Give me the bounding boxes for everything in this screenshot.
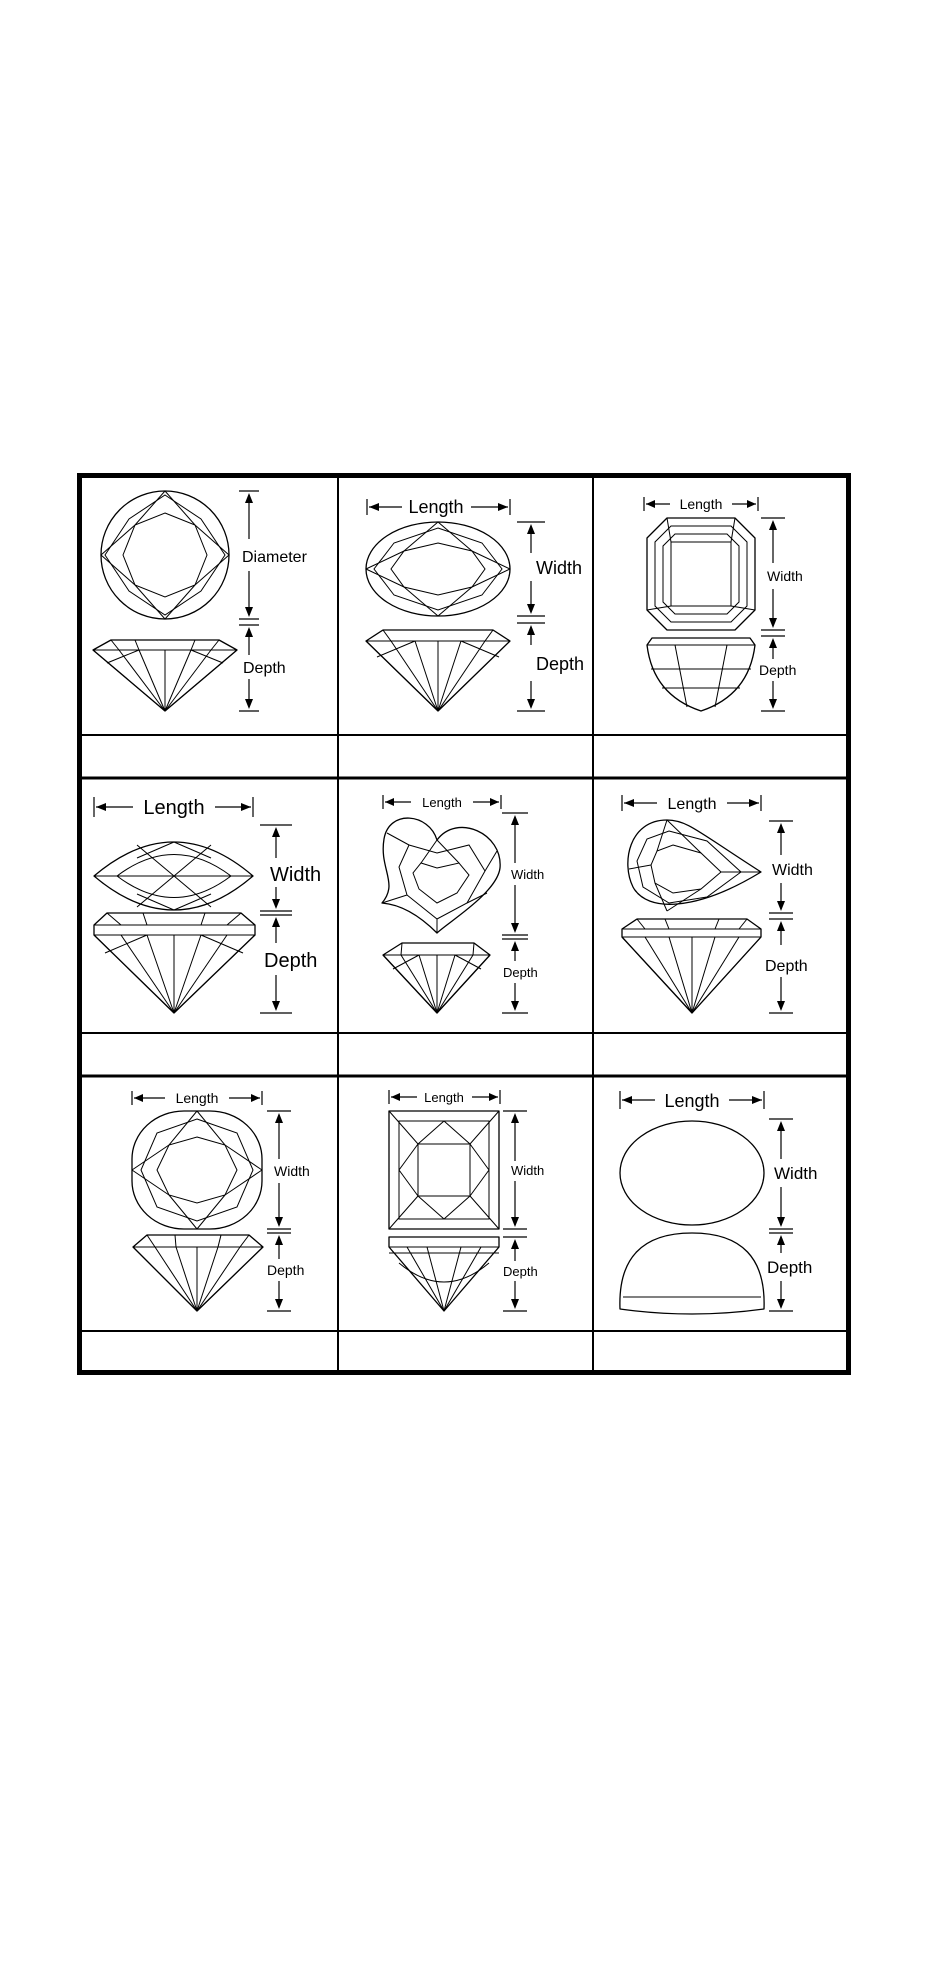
depth-dimension bbox=[765, 919, 808, 1013]
marquise-crown-view bbox=[94, 842, 253, 910]
cushion-cut-cell bbox=[132, 1090, 310, 1311]
length-dimension bbox=[620, 1091, 764, 1111]
length-dimension bbox=[622, 795, 761, 813]
oval-cut-cell bbox=[366, 497, 584, 711]
depth-dimension bbox=[267, 1233, 304, 1311]
width-label: Width bbox=[270, 864, 322, 886]
width-dimension bbox=[503, 1111, 544, 1229]
width-dimension bbox=[769, 1119, 817, 1229]
length-dimension bbox=[367, 497, 510, 517]
diameter-dimension bbox=[239, 491, 308, 619]
length-dimension bbox=[383, 795, 501, 810]
gem-measurement-diagram bbox=[77, 473, 851, 1375]
princess-cut-cell bbox=[389, 1090, 544, 1311]
heart-crown-view bbox=[382, 818, 500, 933]
princess-crown-view bbox=[389, 1111, 499, 1229]
depth-dimension bbox=[503, 1237, 538, 1311]
width-label: Width bbox=[511, 867, 545, 882]
length-dimension bbox=[132, 1090, 262, 1106]
depth-label: Depth bbox=[767, 1258, 813, 1277]
depth-label: Depth bbox=[536, 654, 585, 674]
width-label: Width bbox=[767, 568, 803, 584]
depth-label: Depth bbox=[267, 1262, 305, 1278]
marquise-pavilion-view bbox=[94, 913, 255, 1013]
length-label: Length bbox=[175, 1090, 219, 1106]
asscher-pavilion-view bbox=[647, 638, 755, 711]
pear-cut-cell bbox=[622, 795, 813, 1013]
depth-dimension bbox=[239, 625, 286, 711]
round-cut-cell bbox=[93, 491, 308, 711]
width-dimension bbox=[769, 821, 813, 913]
depth-label: Depth bbox=[503, 965, 538, 980]
oval-pavilion-view bbox=[366, 630, 510, 711]
width-label: Width bbox=[536, 558, 583, 578]
cabochon-side-view bbox=[620, 1233, 764, 1314]
depth-dimension bbox=[260, 915, 317, 1013]
depth-dimension bbox=[502, 939, 538, 1013]
cabochon-top-view bbox=[620, 1121, 764, 1225]
length-label: Length bbox=[667, 796, 717, 813]
round-pavilion-view bbox=[93, 640, 237, 711]
round-crown-view bbox=[101, 491, 229, 619]
pear-crown-view bbox=[628, 820, 761, 911]
length-dimension bbox=[644, 496, 758, 512]
marquise-cut-cell bbox=[94, 797, 321, 1013]
width-dimension bbox=[517, 522, 582, 616]
depth-label: Depth bbox=[243, 660, 286, 677]
depth-dimension bbox=[767, 1233, 812, 1311]
length-label: Length bbox=[664, 1091, 720, 1111]
cushion-crown-view bbox=[132, 1111, 262, 1229]
princess-pavilion-view bbox=[389, 1237, 499, 1311]
asscher-cut-cell bbox=[644, 496, 803, 711]
depth-label: Depth bbox=[264, 950, 318, 972]
depth-label: Depth bbox=[503, 1264, 538, 1279]
length-label: Length bbox=[422, 795, 462, 810]
depth-label: Depth bbox=[765, 958, 808, 975]
width-label: Width bbox=[274, 1163, 310, 1179]
width-label: Width bbox=[774, 1164, 818, 1183]
gem-measurement-table bbox=[77, 473, 851, 1375]
width-label: Width bbox=[772, 862, 813, 879]
width-dimension bbox=[260, 825, 321, 911]
depth-label: Depth bbox=[759, 662, 797, 678]
length-label: Length bbox=[424, 1090, 464, 1105]
cushion-pavilion-view bbox=[133, 1235, 263, 1311]
length-dimension bbox=[94, 797, 253, 819]
oval-crown-view bbox=[366, 522, 510, 616]
length-label: Length bbox=[679, 496, 723, 512]
length-label: Length bbox=[408, 497, 464, 517]
diameter-label: Diameter bbox=[242, 549, 307, 566]
width-label: Width bbox=[511, 1163, 545, 1178]
table-outer-border bbox=[80, 476, 849, 1373]
width-dimension bbox=[761, 518, 803, 630]
width-dimension bbox=[267, 1111, 310, 1229]
asscher-crown-view bbox=[647, 518, 755, 630]
pear-pavilion-view bbox=[622, 919, 761, 1013]
length-label: Length bbox=[143, 797, 205, 819]
heart-cut-cell bbox=[382, 795, 544, 1013]
depth-dimension bbox=[759, 636, 796, 711]
depth-dimension bbox=[517, 623, 584, 711]
width-dimension bbox=[502, 813, 544, 935]
cabochon-cut-cell bbox=[620, 1091, 818, 1314]
length-dimension bbox=[389, 1090, 500, 1105]
heart-pavilion-view bbox=[383, 943, 490, 1013]
